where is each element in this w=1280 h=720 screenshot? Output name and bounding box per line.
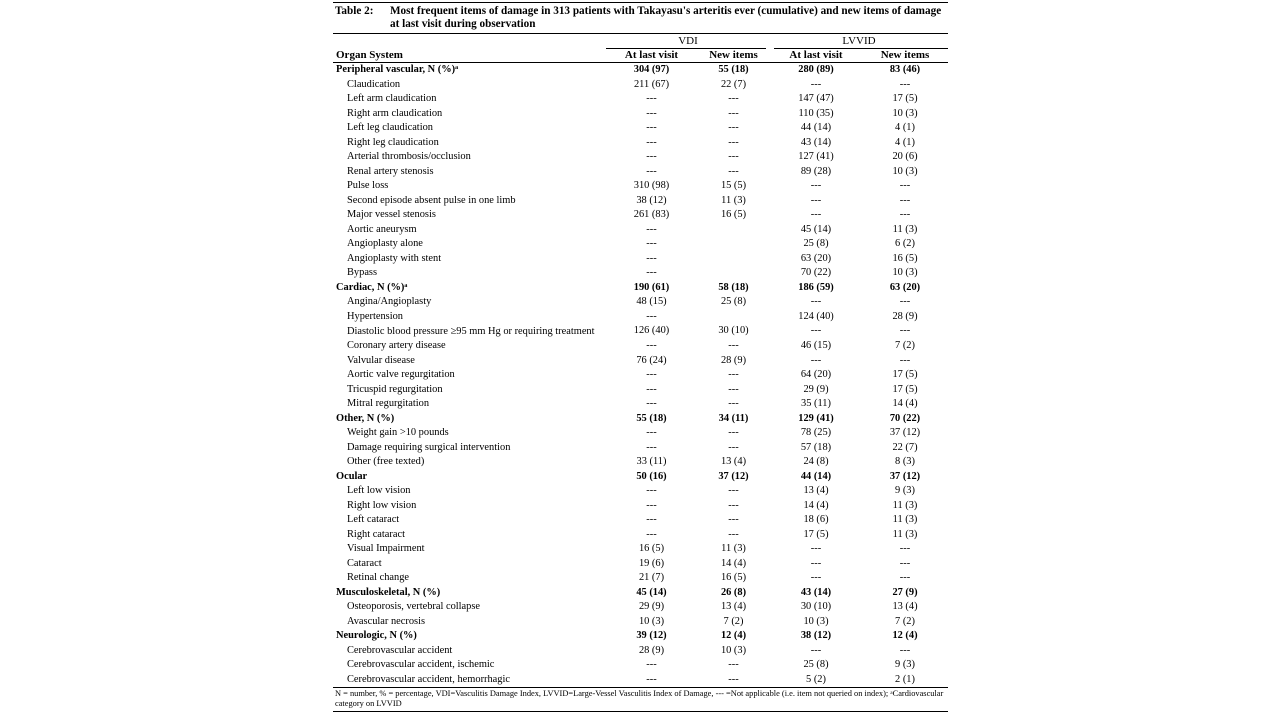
cell-lvvid-last-visit: --- (810, 557, 822, 569)
cell-lvvid-last-visit: 44 (14) (800, 470, 832, 482)
cell-vdi-new-items: --- (728, 441, 739, 453)
cell-vdi-last-visit: --- (646, 383, 657, 395)
cell-lvvid-new-items: 10 (3) (892, 107, 918, 119)
row-label: Second episode absent pulse in one limb (347, 194, 516, 206)
cell-lvvid-new-items: 7 (2) (895, 615, 915, 627)
row-label: Arterial thrombosis/occlusion (347, 151, 471, 162)
cell-vdi-new-items: 30 (10) (718, 325, 749, 336)
row-label: Cardiac, N (%)ᵃ (336, 281, 408, 293)
cell-vdi-new-items: --- (728, 383, 739, 395)
row-label: Neurologic, N (%) (336, 630, 417, 641)
cell-vdi-new-items: 26 (8) (720, 586, 747, 598)
cell-lvvid-last-visit: 110 (35) (798, 107, 834, 119)
cell-lvvid-new-items: 70 (22) (889, 412, 921, 424)
table-row (333, 266, 948, 281)
cell-lvvid-last-visit: 17 (5) (803, 528, 829, 540)
cell-vdi-last-visit: 211 (67) (633, 78, 670, 90)
row-label: Left low vision (347, 485, 411, 496)
cell-vdi-new-items: 13 (4) (720, 456, 747, 467)
cell-lvvid-last-visit: 57 (18) (800, 441, 832, 453)
cell-lvvid-new-items: --- (899, 543, 911, 554)
cell-lvvid-new-items: 63 (20) (889, 281, 921, 293)
cell-lvvid-new-items: 37 (12) (889, 470, 921, 482)
table-row (333, 615, 948, 630)
cell-lvvid-last-visit: 70 (22) (800, 267, 832, 278)
cell-lvvid-new-items: 6 (2) (895, 238, 915, 249)
cell-vdi-new-items: --- (728, 122, 739, 133)
table-row (333, 78, 948, 93)
row-label: Renal artery stenosis (347, 165, 434, 177)
cell-lvvid-new-items: 12 (4) (892, 630, 918, 641)
table-row (333, 136, 948, 151)
cell-lvvid-new-items: 14 (4) (892, 398, 918, 409)
cell-vdi-last-visit: 190 (61) (633, 281, 670, 293)
cell-vdi-new-items: --- (728, 165, 739, 177)
cell-lvvid-last-visit: --- (810, 209, 822, 220)
table-caption (333, 2, 948, 33)
cell-lvvid-new-items: 16 (5) (892, 252, 918, 264)
row-label: Damage requiring surgical intervention (347, 441, 511, 453)
row-label: Cerebrovascular accident, hemorrhagic (347, 673, 510, 685)
row-label: Cataract (347, 557, 382, 569)
cell-vdi-new-items: --- (728, 427, 739, 438)
cell-vdi-last-visit: --- (646, 441, 657, 453)
cell-vdi-last-visit: 55 (18) (636, 412, 667, 424)
cell-vdi-last-visit: --- (646, 252, 657, 264)
table-row (333, 383, 948, 398)
cell-vdi-new-items: --- (728, 340, 739, 351)
cell-lvvid-last-visit: 10 (3) (803, 615, 829, 627)
table-row (333, 150, 948, 165)
row-label: Valvular disease (347, 354, 415, 366)
cell-lvvid-last-visit: 45 (14) (800, 223, 832, 235)
cell-lvvid-last-visit: 24 (8) (803, 456, 829, 467)
row-label: Aortic aneurysm (347, 223, 417, 235)
cell-lvvid-new-items: 10 (3) (892, 165, 918, 177)
cell-vdi-last-visit: --- (646, 136, 657, 148)
cell-lvvid-last-visit: 5 (2) (806, 673, 826, 685)
table-row (333, 354, 948, 369)
cell-vdi-new-items: --- (728, 499, 739, 511)
table-row (333, 513, 948, 528)
cell-lvvid-last-visit: 147 (47) (798, 93, 834, 104)
cell-vdi-new-items: 34 (11) (718, 412, 749, 424)
cell-vdi-new-items: 25 (8) (720, 296, 747, 307)
row-label: Hypertension (347, 310, 403, 322)
row-label: Mitral regurgitation (347, 398, 430, 409)
table-row (333, 339, 948, 354)
cell-lvvid-last-visit: --- (810, 354, 822, 366)
cell-vdi-new-items: 28 (9) (720, 354, 747, 366)
header-vdi-new-items: New items (709, 49, 758, 61)
row-label: Tricuspid regurgitation (347, 383, 443, 395)
cell-lvvid-last-visit: 14 (4) (803, 499, 829, 511)
cell-lvvid-last-visit: --- (810, 296, 822, 307)
cell-lvvid-last-visit: 124 (40) (798, 310, 834, 322)
column-header-row (333, 48, 948, 63)
cell-lvvid-last-visit: 13 (4) (803, 485, 829, 496)
cell-lvvid-new-items: 20 (6) (892, 151, 918, 162)
cell-lvvid-last-visit: 280 (89) (798, 64, 834, 75)
row-label: Visual Impairment (347, 543, 425, 554)
cell-lvvid-new-items: 9 (3) (895, 659, 915, 670)
cell-lvvid-last-visit: 186 (59) (798, 281, 834, 293)
cell-lvvid-new-items: 4 (1) (895, 122, 915, 133)
cell-vdi-last-visit: --- (646, 499, 657, 511)
cell-vdi-last-visit: 310 (98) (633, 180, 670, 191)
row-label: Osteoporosis, vertebral collapse (347, 601, 481, 612)
cell-vdi-new-items: 55 (18) (718, 64, 749, 75)
cell-lvvid-new-items: 17 (5) (892, 383, 918, 395)
header-organ-system: Organ System (336, 49, 403, 61)
cell-lvvid-new-items: 17 (5) (892, 369, 918, 380)
cell-vdi-new-items: 10 (3) (720, 644, 747, 656)
table-row (333, 194, 948, 209)
cell-vdi-last-visit: --- (646, 223, 657, 235)
cell-vdi-last-visit: --- (646, 107, 657, 119)
cell-lvvid-new-items: 11 (3) (892, 514, 918, 525)
cell-lvvid-new-items: --- (899, 296, 911, 307)
cell-vdi-new-items: 11 (3) (721, 194, 746, 206)
cell-lvvid-new-items: 11 (3) (892, 499, 918, 511)
cell-vdi-new-items (697, 310, 770, 325)
cell-vdi-new-items: --- (728, 485, 739, 496)
cell-vdi-last-visit: 39 (12) (636, 630, 667, 641)
cell-lvvid-last-visit: 127 (41) (798, 151, 834, 162)
cell-lvvid-new-items: 11 (3) (892, 528, 918, 540)
cell-lvvid-last-visit: 129 (41) (798, 412, 834, 424)
header-lvvid-new-items: New items (880, 49, 930, 61)
cell-vdi-last-visit: 76 (24) (636, 354, 667, 366)
row-label: Peripheral vascular, N (%)ᵃ (336, 64, 459, 75)
cell-vdi-new-items: 58 (18) (718, 281, 749, 293)
cell-lvvid-new-items: 13 (4) (892, 601, 918, 612)
cell-vdi-new-items (697, 266, 770, 281)
cell-lvvid-last-visit: 46 (15) (800, 340, 832, 351)
cell-vdi-last-visit: 33 (11) (636, 456, 667, 467)
table-category-row (333, 281, 948, 296)
cell-lvvid-last-visit: 38 (12) (800, 630, 832, 641)
table-row (333, 92, 948, 107)
table-row (333, 368, 948, 383)
cell-vdi-last-visit: --- (646, 310, 657, 322)
cell-lvvid-new-items: 10 (3) (892, 267, 918, 278)
table-row (333, 484, 948, 499)
cell-vdi-new-items: --- (728, 93, 739, 104)
cell-vdi-new-items: 7 (2) (723, 615, 744, 627)
cell-lvvid-new-items: 2 (1) (895, 673, 915, 685)
cell-vdi-new-items (697, 237, 770, 252)
table-row (333, 571, 948, 586)
group-lvvid: LVVID (842, 35, 876, 47)
cell-vdi-last-visit: 10 (3) (638, 615, 665, 627)
cell-vdi-last-visit: --- (646, 673, 657, 685)
cell-lvvid-last-visit: --- (810, 325, 822, 336)
group-vdi: VDI (678, 35, 698, 47)
cell-lvvid-new-items: 27 (9) (892, 586, 918, 598)
table-row (333, 208, 948, 223)
cell-vdi-new-items: 13 (4) (720, 601, 747, 612)
cell-lvvid-new-items: --- (899, 325, 911, 336)
cell-vdi-last-visit: --- (646, 514, 657, 525)
cell-vdi-last-visit: 48 (15) (636, 296, 667, 307)
caption-text: Most frequent items of damage in 313 patients with Takayasu's arteritis ever (cumulative) and new items of damage at last visit during observation (390, 5, 942, 30)
row-label: Left arm claudication (347, 93, 437, 104)
table-row (333, 310, 948, 325)
cell-vdi-last-visit: --- (646, 267, 657, 278)
cell-vdi-last-visit: 21 (7) (638, 572, 665, 583)
cell-vdi-new-items: --- (728, 528, 739, 540)
cell-lvvid-last-visit: 30 (10) (800, 601, 832, 612)
row-label: Claudication (347, 78, 401, 90)
table-body (333, 63, 948, 687)
row-label: Right arm claudication (347, 107, 443, 119)
row-label: Right cataract (347, 528, 405, 540)
cell-vdi-new-items (697, 252, 770, 267)
cell-lvvid-new-items: --- (899, 78, 911, 90)
cell-vdi-last-visit: 45 (14) (636, 586, 667, 598)
cell-lvvid-last-visit: --- (810, 194, 822, 206)
table-row (333, 673, 948, 688)
row-label: Major vessel stenosis (347, 209, 436, 220)
cell-vdi-last-visit: 38 (12) (636, 194, 667, 206)
cell-lvvid-last-visit: 63 (20) (800, 252, 832, 264)
row-label: Other (free texted) (347, 456, 425, 467)
cell-lvvid-last-visit: 89 (28) (800, 165, 832, 177)
cell-vdi-new-items: 11 (3) (721, 543, 746, 554)
header-vdi-last-visit: At last visit (624, 49, 679, 61)
group-vdi-rule (606, 48, 766, 49)
cell-lvvid-last-visit: 43 (14) (800, 136, 832, 148)
cell-lvvid-last-visit: 29 (9) (803, 383, 829, 395)
cell-vdi-new-items: --- (728, 151, 739, 162)
cell-lvvid-last-visit: --- (810, 180, 822, 191)
cell-vdi-new-items: --- (728, 107, 739, 119)
cell-lvvid-last-visit: --- (810, 543, 822, 554)
cell-lvvid-last-visit: --- (810, 572, 822, 583)
cell-lvvid-new-items: 28 (9) (892, 310, 918, 322)
table-category-row (333, 412, 948, 427)
table-row (333, 441, 948, 456)
row-label: Right low vision (347, 499, 417, 511)
group-header-row (333, 33, 948, 48)
cell-lvvid-new-items: --- (899, 194, 911, 206)
cell-lvvid-new-items: --- (899, 180, 911, 191)
row-label: Diastolic blood pressure ≥95 mm Hg or requiring treatment (347, 326, 595, 337)
row-label: Right leg claudication (347, 136, 439, 148)
table-row (333, 179, 948, 194)
table-row (333, 223, 948, 238)
cell-vdi-last-visit: --- (646, 165, 657, 177)
cell-lvvid-new-items: 22 (7) (892, 441, 918, 453)
row-label: Coronary artery disease (347, 340, 446, 351)
cell-vdi-new-items: --- (728, 136, 739, 148)
cell-lvvid-new-items: --- (899, 557, 911, 569)
cell-vdi-last-visit: 261 (83) (633, 209, 670, 220)
cell-lvvid-last-visit: --- (810, 78, 822, 90)
table-row (333, 237, 948, 252)
row-label: Aortic valve regurgitation (347, 369, 455, 380)
cell-vdi-new-items: 12 (4) (720, 630, 747, 641)
row-label: Angioplasty with stent (347, 252, 442, 264)
cell-vdi-new-items (697, 223, 770, 238)
cell-lvvid-new-items: 37 (12) (889, 427, 921, 438)
table-row (333, 644, 948, 659)
cell-vdi-new-items: 16 (5) (720, 572, 747, 583)
row-label: Pulse loss (347, 180, 389, 191)
cell-vdi-last-visit: --- (646, 238, 657, 249)
cell-vdi-new-items: 37 (12) (718, 470, 749, 482)
cell-vdi-last-visit: --- (646, 122, 657, 133)
cell-vdi-new-items: 14 (4) (720, 557, 747, 569)
row-label: Other, N (%) (336, 412, 395, 424)
row-label: Ocular (336, 470, 368, 482)
table-row (333, 499, 948, 514)
table-row (333, 600, 948, 615)
table-row (333, 455, 948, 470)
row-label: Cerebrovascular accident (347, 644, 453, 656)
cell-vdi-last-visit: 304 (97) (633, 64, 670, 75)
table-label: Table 2: (335, 5, 374, 17)
table-row (333, 542, 948, 557)
cell-lvvid-new-items: --- (899, 209, 911, 220)
cell-vdi-last-visit: --- (646, 93, 657, 104)
cell-vdi-new-items: --- (728, 369, 739, 380)
cell-lvvid-new-items: 11 (3) (892, 223, 918, 235)
cell-vdi-new-items: --- (728, 514, 739, 525)
table-row (333, 658, 948, 673)
cell-vdi-last-visit: --- (646, 398, 657, 409)
cell-vdi-last-visit: 19 (6) (638, 557, 665, 569)
cell-vdi-last-visit: 29 (9) (638, 601, 665, 612)
cell-lvvid-new-items: 7 (2) (895, 340, 915, 351)
table-row (333, 295, 948, 310)
cell-vdi-last-visit: 28 (9) (638, 644, 665, 656)
cell-lvvid-new-items: 4 (1) (895, 136, 915, 148)
cell-lvvid-last-visit: --- (810, 644, 822, 656)
cell-lvvid-new-items: 17 (5) (892, 93, 918, 104)
cell-lvvid-last-visit: 43 (14) (800, 586, 832, 598)
table-category-row (333, 470, 948, 485)
row-label: Cerebrovascular accident, ischemic (347, 659, 495, 670)
table-row (333, 107, 948, 122)
row-label: Angioplasty alone (347, 238, 423, 249)
cell-lvvid-last-visit: 35 (11) (801, 398, 831, 409)
cell-vdi-last-visit: --- (646, 528, 657, 540)
table-category-row (333, 63, 948, 78)
row-label: Angina/Angioplasty (347, 296, 432, 307)
cell-lvvid-new-items: 83 (46) (889, 64, 921, 75)
group-lvvid-rule (774, 48, 948, 49)
cell-lvvid-last-visit: 25 (8) (803, 659, 829, 670)
row-label: Bypass (347, 267, 378, 278)
table-row (333, 121, 948, 136)
cell-lvvid-new-items: 8 (3) (895, 456, 915, 467)
table-category-row (333, 586, 948, 601)
cell-vdi-last-visit: --- (646, 151, 657, 162)
cell-vdi-new-items: --- (728, 673, 739, 685)
cell-lvvid-last-visit: 25 (8) (803, 238, 829, 249)
row-label: Left leg claudication (347, 122, 433, 133)
table-row (333, 252, 948, 267)
cell-vdi-new-items: 15 (5) (720, 180, 747, 191)
header-lvvid-last-visit: At last visit (789, 49, 843, 61)
cell-vdi-new-items: 22 (7) (720, 78, 747, 90)
cell-vdi-last-visit: 16 (5) (638, 543, 665, 554)
table-document (333, 2, 948, 712)
cell-vdi-last-visit: 50 (16) (636, 470, 667, 482)
cell-vdi-new-items: 16 (5) (720, 209, 747, 220)
table-footnote: N = number, % = percentage, VDI=Vasculitis Damage Index, LVVID=Large-Vessel Vasculitis Index of Damage, --- =Not applicable (i.e. item not queried on index); ᵃCardiovascular category on LVVID (333, 687, 948, 712)
table-row (333, 324, 948, 339)
cell-lvvid-last-visit: 44 (14) (800, 122, 832, 133)
cell-vdi-last-visit: --- (646, 485, 657, 496)
table-row (333, 426, 948, 441)
cell-vdi-last-visit: --- (646, 340, 657, 351)
cell-vdi-new-items: --- (728, 398, 739, 409)
cell-vdi-new-items: --- (728, 659, 739, 670)
cell-lvvid-last-visit: 18 (6) (803, 514, 829, 525)
row-label: Retinal change (347, 572, 410, 583)
cell-vdi-last-visit: --- (646, 659, 657, 670)
table-row (333, 557, 948, 572)
cell-lvvid-new-items: --- (899, 644, 911, 656)
row-label: Avascular necrosis (347, 615, 425, 627)
cell-lvvid-last-visit: 64 (20) (800, 369, 832, 380)
table-row (333, 397, 948, 412)
table-row (333, 165, 948, 180)
cell-lvvid-last-visit: 78 (25) (800, 427, 832, 438)
cell-vdi-last-visit: --- (646, 427, 657, 438)
table-row (333, 528, 948, 543)
row-label: Musculoskeletal, N (%) (336, 586, 441, 598)
cell-lvvid-new-items: --- (899, 354, 911, 366)
cell-vdi-last-visit: --- (646, 369, 657, 380)
row-label: Weight gain >10 pounds (347, 427, 449, 438)
cell-lvvid-new-items: --- (899, 572, 911, 583)
cell-lvvid-new-items: 9 (3) (895, 485, 915, 496)
cell-vdi-last-visit: 126 (40) (633, 325, 670, 336)
table-category-row (333, 629, 948, 644)
row-label: Left cataract (347, 514, 400, 525)
